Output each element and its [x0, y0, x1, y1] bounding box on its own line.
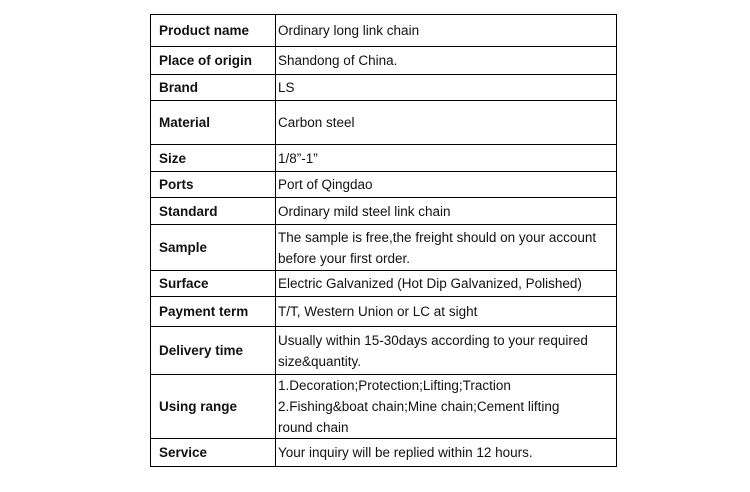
- row-value: Usually within 15-30days according to your required size&quantity.: [276, 327, 617, 375]
- row-label: Surface: [151, 271, 276, 297]
- table-row-product-name: [151, 15, 617, 47]
- row-value: The sample is free,the freight should on your account before your first order.: [276, 225, 617, 271]
- row-label: Ports: [151, 172, 276, 198]
- table-row-sample: [151, 225, 617, 271]
- row-label: Sample: [151, 225, 276, 271]
- row-label: Using range: [151, 375, 276, 439]
- table-row-size: [151, 145, 617, 172]
- row-value: Carbon steel: [276, 101, 617, 145]
- row-label: Product name: [151, 15, 276, 47]
- table-row-service: [151, 439, 617, 467]
- row-value: T/T, Western Union or LC at sight: [276, 297, 617, 327]
- row-label: Material: [151, 101, 276, 145]
- row-value: Shandong of China.: [276, 47, 617, 75]
- row-label: Size: [151, 145, 276, 172]
- table-row-using-range: [151, 375, 617, 439]
- row-value: Electric Galvanized (Hot Dip Galvanized, Polished): [276, 271, 617, 297]
- table-row-ports: [151, 172, 617, 198]
- row-value: Ordinary mild steel link chain: [276, 198, 617, 225]
- row-label: Service: [151, 439, 276, 467]
- table-row-brand: [151, 75, 617, 101]
- row-value: 1.Decoration;Protection;Lifting;Traction 2.Fishing&boat chain;Mine chain;Cement lifting round chain: [276, 375, 617, 439]
- table-row-delivery-time: [151, 327, 617, 375]
- row-label: Standard: [151, 198, 276, 225]
- row-value: Port of Qingdao: [276, 172, 617, 198]
- row-label: Brand: [151, 75, 276, 101]
- row-value: 1/8”-1”: [276, 145, 617, 172]
- row-value: Your inquiry will be replied within 12 hours.: [276, 439, 617, 467]
- row-label: Place of origin: [151, 47, 276, 75]
- table-row-surface: [151, 271, 617, 297]
- table-row-place-of-origin: [151, 47, 617, 75]
- row-value: LS: [276, 75, 617, 101]
- row-label: Delivery time: [151, 327, 276, 375]
- row-value: Ordinary long link chain: [276, 15, 617, 47]
- product-spec-table: [150, 14, 617, 467]
- table-row-material: [151, 101, 617, 145]
- table-row-standard: [151, 198, 617, 225]
- table-row-payment-term: [151, 297, 617, 327]
- row-label: Payment term: [151, 297, 276, 327]
